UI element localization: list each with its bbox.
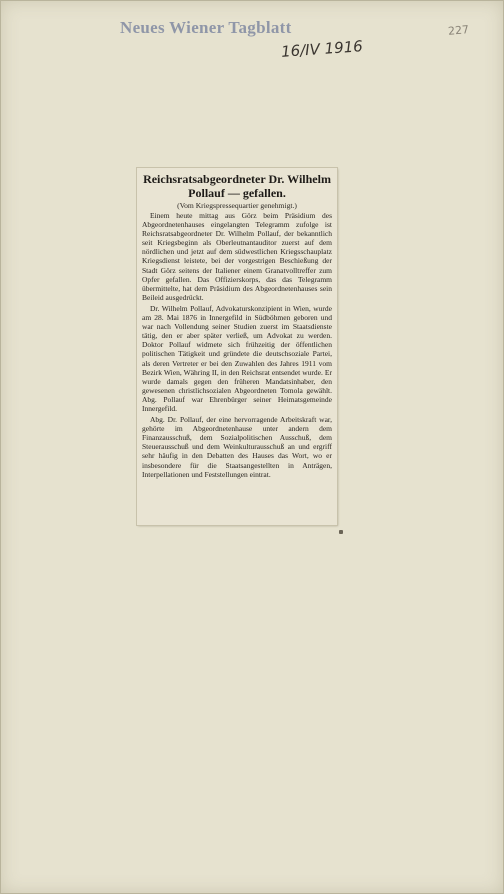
page-number: 227 [447, 23, 470, 38]
article-paragraph: Abg. Dr. Pollauf, der eine hervorragende Arbeitskraft war, gehörte im Abgeordnetenhause unter andern dem Finanzausschuß, dem Sozialpolitischen Ausschuß, dem Steuerausschuß und dem Weinkulturausschuß an und ergriff sehr häufig in den Debatten des Hauses das Wort, wo er insbesondere für die Staatsangestellten in Anträgen, Interpellationen und Feststellungen eintrat. [142, 415, 332, 479]
headline-line-2: Pollauf — gefallen. [188, 186, 286, 200]
headline-line-1: Reichsratsabgeordneter Dr. Wilhelm [143, 172, 331, 186]
pencil-mark [339, 530, 343, 534]
article-paragraph: Einem heute mittag aus Görz beim Präsidium des Abgeordnetenhauses eingelangten Telegramm zufolge ist Reichsratsabgeordneter Dr. Wilhelm Pollauf, der bekanntlich seit Kriegsbeginn als Oberleutnantauditor zuerst auf dem nördlichen und jetzt auf dem südwestlichen Kriegsschauplatz Kriegsdienst leistete, bei der vorgestrigen Beschießung der Stadt Görz seitens der Italiener einem Granatvolltreffer zum Opfer gefallen. Das Offizierskorps, das das Telegramm übermittelte, hat dem Präsidium des Abgeordnetenhauses sein Beileid ausgedrückt. [142, 211, 332, 302]
article-headline [142, 172, 332, 200]
newspaper-stamp: Neues Wiener Tagblatt [120, 18, 292, 37]
article-paragraph: Dr. Wilhelm Pollauf, Advokaturskonzipient in Wien, wurde am 28. Mai 1876 in Innergefild in Südböhmen geboren und war nach Vollendung seiner Studien zuerst im Staatsdienste tätig, den er aber später verließ, um Advokat zu werden. Doktor Pollauf widmete sich frühzeitig der öffentlichen politischen Tätigkeit und gründete die deutschsoziale Partei, als deren Vertreter er bei den Zuwahlen des Jahres 1911 vom Bezirk Wien, Währing II, in den Reichsrat entsendet wurde. Er wurde damals gegen den früheren Mandatsinhaber, den gewesenen christlichsozialen Abgeordneten Tomola gewählt. Abg. Pollauf war Ehrenbürger seiner Heimatsgemeinde Innergefild. [142, 303, 332, 413]
newspaper-clipping [137, 168, 337, 525]
article-byline: (Vom Kriegspressequartier genehmigt.) [177, 201, 297, 210]
handwritten-date: 16/IV 1916 [280, 37, 364, 61]
